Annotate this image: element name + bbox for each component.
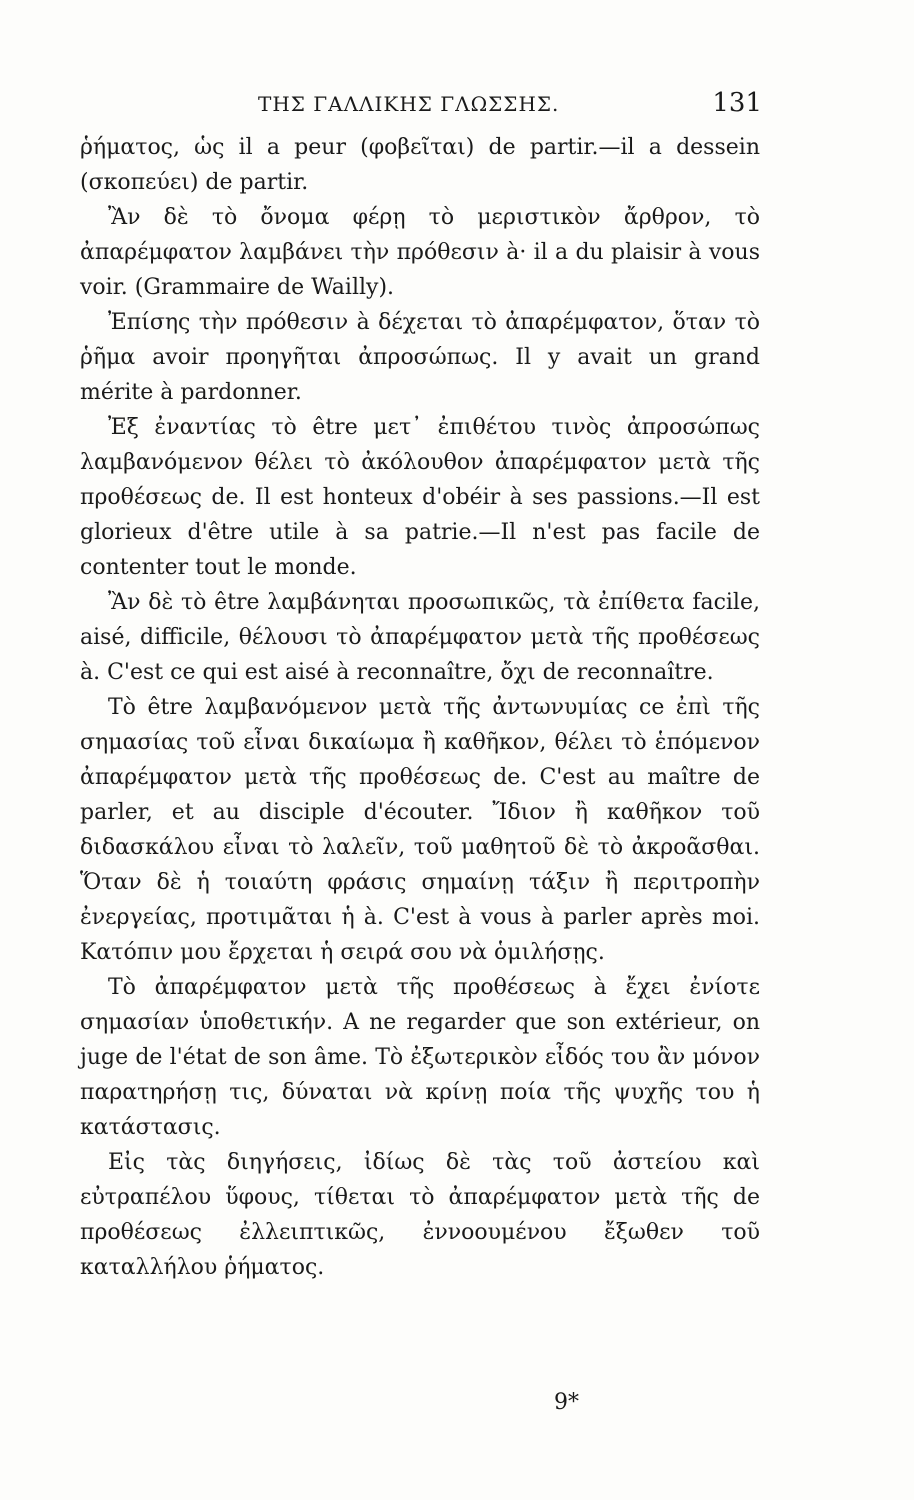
- paragraph-5: Ἂν δὲ τὸ être λαμβάνηται προσωπικῶς, τὰ ἐπίθετα facile, aisé, difficile, θέλουσι τὸ ἀπαρέμφατον μετὰ τῆς προθέσεως à. C'est ce qui est aisé à reconnaître, ὄχι de reconnaître.: [80, 590, 760, 685]
- signature-mark: 9*: [554, 1390, 579, 1415]
- book-page: [80, 88, 760, 1285]
- paragraph-4: Ἐξ ἐναντίας τὸ être μετ᾽ ἐπιθέτου τινὸς ἀπροσώπως λαμβανόμενον θέλει τὸ ἀκόλουθον ἀπαρέμφατον μετὰ τῆς προθέσεως de. Il est honteux d'obéir à ses passions.—Il est glorieux d'être utile à sa patrie.—Il n'est pas facile de contenter tout le monde.: [80, 415, 760, 580]
- paragraph-3: Ἐπίσης τὴν πρόθεσιν à δέχεται τὸ ἀπαρέμφατον, ὅταν τὸ ῥῆμα avoir προηγῆται ἀπροσώπως. Il y avait un grand mérite à pardonner.: [80, 310, 760, 405]
- running-head: ΤΗΣ ΓΑΛΛΙΚΗΣ ΓΛΩΣΣΗΣ.: [258, 92, 560, 116]
- paragraph-8: Εἰς τὰς διηγήσεις, ἰδίως δὲ τὰς τοῦ ἀστείου καὶ εὐτραπέλου ὕφους, τίθεται τὸ ἀπαρέμφατον μετὰ τῆς de προθέσεως ἐλλειπτικῶς, ἐννοουμένου ἔξωθεν τοῦ καταλλήλου ῥήματος.: [80, 1150, 760, 1280]
- paragraph-7: Τὸ ἀπαρέμφατον μετὰ τῆς προθέσεως à ἔχει ἐνίοτε σημασίαν ὑποθετικήν. A ne regarder que son extérieur, on juge de l'état de son âme. Τὸ ἐξωτερικὸν εἶδός του ἂν μόνον παρατηρήσῃ τις, δύναται νὰ κρίνῃ ποία τῆς ψυχῆς του ἡ κατάστασις.: [80, 975, 760, 1140]
- page-number: 131: [712, 88, 762, 118]
- paragraph-2: Ἂν δὲ τὸ ὄνομα φέρῃ τὸ μεριστικὸν ἄρθρον, τὸ ἀπαρέμφατον λαμβάνει τὴν πρόθεσιν à· il a du plaisir à vous voir. (Grammaire de Wailly).: [80, 205, 760, 300]
- page-header: [80, 88, 760, 128]
- paragraph-1: ῥήματος, ὡς il a peur (φοβεῖται) de partir.—il a dessein (σκοπεύει) de partir.: [80, 135, 760, 195]
- body-text: [80, 130, 760, 1285]
- paragraph-6: Τὸ être λαμβανόμενον μετὰ τῆς ἀντωνυμίας ce ἐπὶ τῆς σημασίας τοῦ εἶναι δικαίωμα ἢ καθῆκον, θέλει τὸ ἑπόμενον ἀπαρέμφατον μετὰ τῆς προθέσεως de. C'est au maître de parler, et au disciple d'écouter. Ἴδιον ἢ καθῆκον τοῦ διδασκάλου εἶναι τὸ λαλεῖν, τοῦ μαθητοῦ δὲ τὸ ἀκροᾶσθαι. Ὅταν δὲ ἡ τοιαύτη φράσις σημαίνῃ τάξιν ἢ περιτροπὴν ἐνεργείας, προτιμᾶται ἡ à. C'est à vous à parler après moi. Κατόπιν μου ἔρχεται ἡ σειρά σου νὰ ὁμιλήσῃς.: [80, 695, 760, 965]
